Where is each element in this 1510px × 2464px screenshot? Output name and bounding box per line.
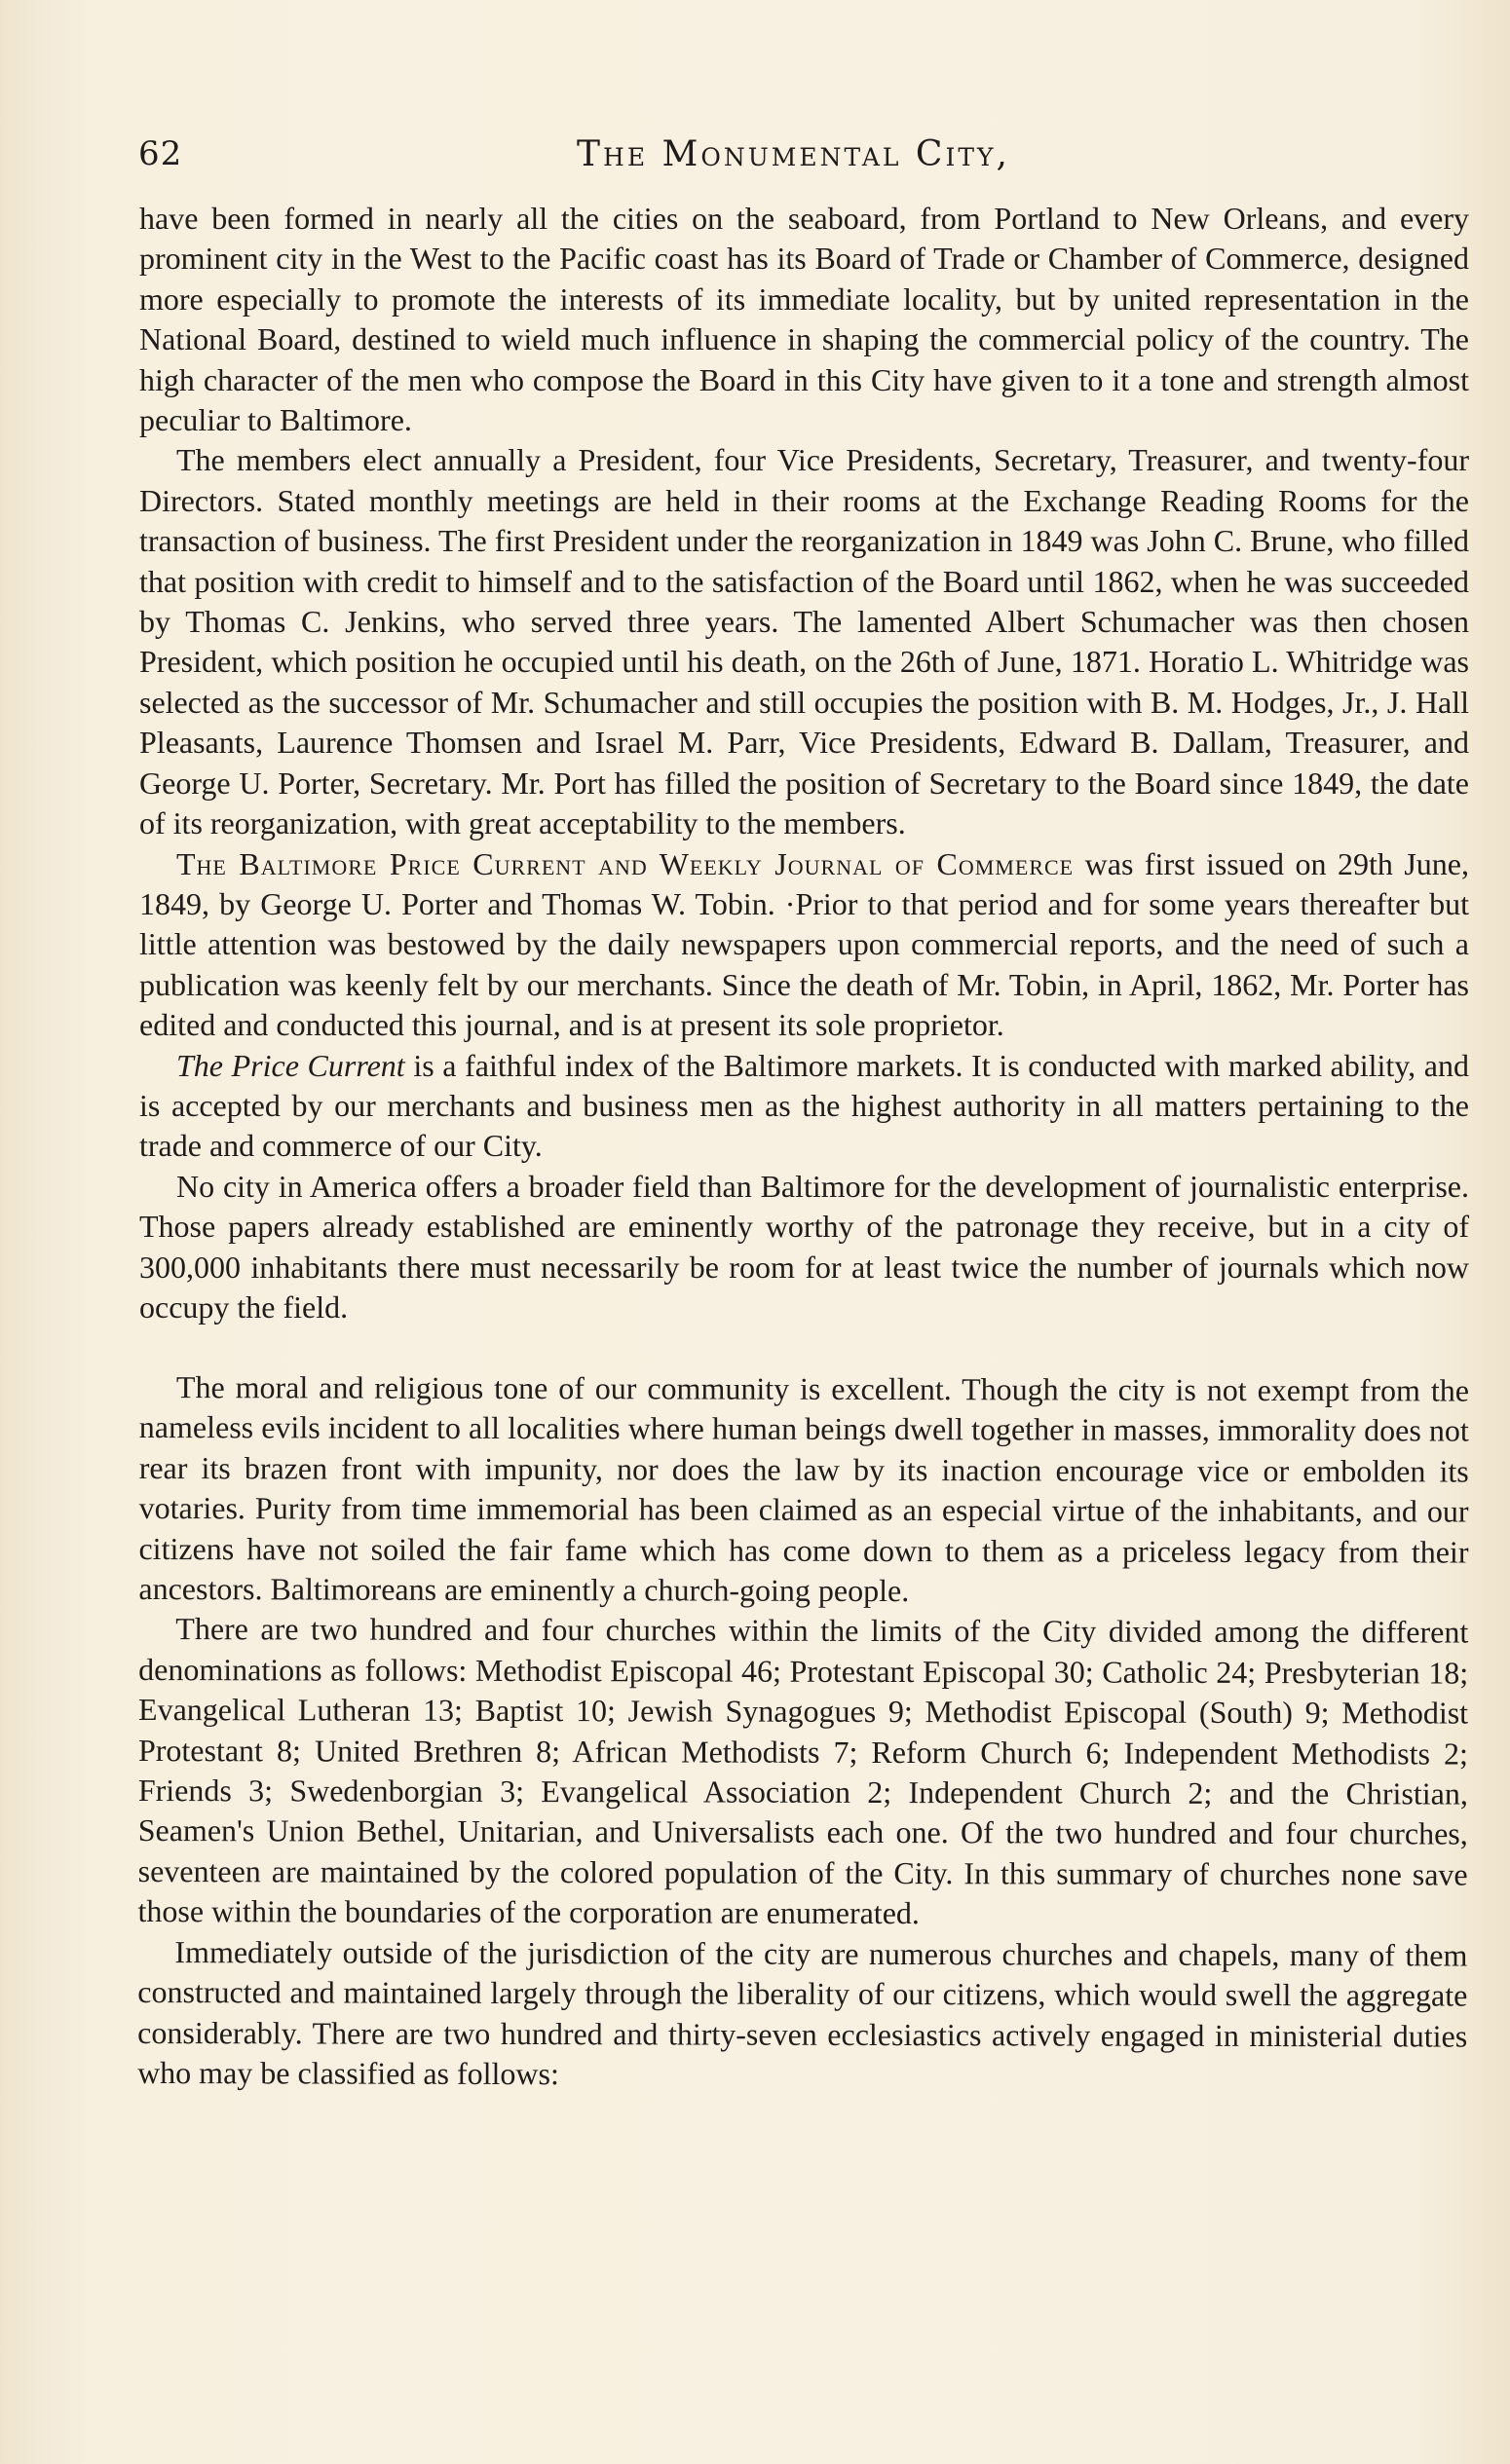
section-gap <box>139 1327 1469 1367</box>
page-header <box>138 134 1473 183</box>
paragraph-board-members: The members elect annually a President, four Vice Presidents, Secretary, Treasurer, and twenty-four Directors. Stated monthly meetings are held in their rooms at the Exchange Reading Rooms for the transaction of business. The first President under the reorganization in 1849 was John C. Brune, who filled that position with credit to himself and to the satisfaction of the Board until 1862, when he was succeeded by Thomas C. Jenkins, who served three years. The lamented Albert Schumacher was then chosen President, which position he occupied until his death, on the 26th of June, 1871. Horatio L. Whitridge was selected as the successor of Mr. Schumacher and still occupies the position with B. M. Hodges, Jr., J. Hall Pleasants, Laurence Thomsen and Israel M. Parr, Vice Presidents, Edward B. Dallam, Treasurer, and George U. Porter, Secretary. Mr. Port has filled the position of Secretary to the Board since 1849, the date of its reorganization, with great acceptability to the members. <box>139 442 1469 841</box>
publication-title: The Baltimore Price Current and Weekly Journal of Commerce <box>176 845 1075 881</box>
paragraph-price-current-text: was first issued on 29th June, 1849, by George U. Porter and Thomas W. Tobin. ·Prior to that period and for some years thereafter but little attention was bestowed by the daily newspapers upon commercial reports, and the need of such a publication was keenly felt by our merchants. Since the death of Mr. Tobin, in April, 1862, Mr. Porter has edited and conducted this journal, and is at present its sole proprietor. <box>139 845 1469 1043</box>
paragraph-journalism: No city in America offers a broader field than Baltimore for the development of journalistic enterprise. Those papers already established are eminently worthy of the patronage they receive, but in a city of 300,000 inhabitants there must necessarily be room for at least twice the number of journals which now occupy the field. <box>139 1168 1469 1325</box>
section-churches <box>137 1367 1469 2097</box>
page-number: 62 <box>138 134 183 173</box>
publication-title-italic: The Price Current <box>176 1047 405 1083</box>
running-title: The Monumental City, <box>577 134 1010 174</box>
paragraph-moral-tone: The moral and religious tone of our community is excellent. Though the city is not exempt from the nameless evils incident to all localities where human beings dwell together in masses, immorality does not rear its brazen front with impunity, nor does the law by its inaction encourage vice or embolden its votaries. Purity from time immemorial has been claimed as an especial virtue of the inhabitants, and our citizens have not soiled the fair fame which has come down to them as a priceless legacy from their ancestors. Baltimoreans are eminently a church-going people. <box>138 1369 1469 1609</box>
paragraph-price-current-index-text: is a faithful index of the Baltimore markets. It is conducted with marked ability, and is accepted by our merchants and business men as the highest authority in all matters pertaining to the trade and commerce of our City. <box>139 1047 1470 1164</box>
paragraph-price-current <box>139 844 1469 1046</box>
paragraph-ecclesiastics: Immediately outside of the jurisdiction of the city are numerous churches and chapels, many of them constructed and maintained largely through the liberality of our citizens, which would swell the aggregate considerably. There are two hundred and thirty-seven ecclesiastics actively engaged in ministerial duties who may be classified as follows: <box>137 1934 1468 2092</box>
paragraph-church-count: There are two hundred and four churches within the limits of the City divided among the different denominations as follows: Methodist Episcopal 46; Protestant Episcopal 30; Catholic 24; Presbyterian 18; Evangelical Lutheran 13; Baptist 10; Jewish Synagogues 9; Methodist Episcopal (South) 9; Methodist Protestant 8; United Brethren 8; African Methodists 7; Reform Church 6; Independent Methodists 2; Friends 3; Swedenborgian 3; Evangelical Association 2; Independent Church 2; and the Christian, Seamen's Union Bethel, Unitarian, and Universalists each one. Of the two hundred and four churches, seventeen are maintained by the colored population of the City. In this summary of churches none save those within the boundaries of the corporation are enumerated. <box>137 1611 1469 1931</box>
paragraph-price-current-index <box>139 1046 1469 1167</box>
body-text <box>139 199 1469 2094</box>
paragraph-board-of-trade: have been formed in nearly all the cities on the seaboard, from Portland to New Orleans, and every prominent city in the West to the Pacific coast has its Board of Trade or Chamber of Commerce, designed more especially to promote the interests of its immediate locality, but by united representation in the National Board, destined to wield much influence in shaping the commercial policy of the country. The high character of the men who compose the Board in this City have given to it a tone and strength almost peculiar to Baltimore. <box>139 201 1469 438</box>
